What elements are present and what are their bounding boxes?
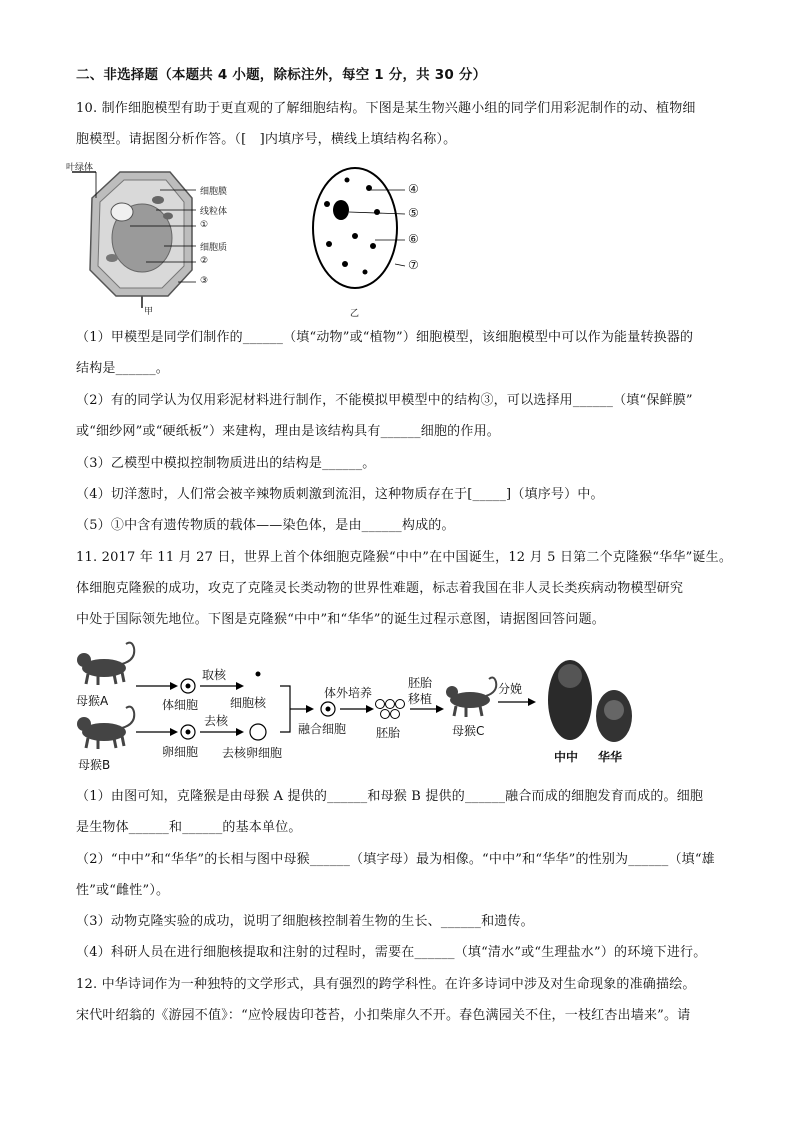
q10-sub1-line2: 结构是______。 (76, 361, 170, 376)
q11-sub1-line1: （1）由图可知，克隆猴是由母猴 A 提供的______和母猴 B 提供的______融合而成的细胞发育而成的。细胞 (76, 789, 704, 804)
label-structure-6: ⑥ (408, 232, 419, 246)
label-monkey-c: 母猴C (452, 724, 485, 738)
zhongzhong-face (558, 664, 582, 688)
label-structure-7: ⑦ (408, 258, 419, 272)
label-body-cell: 体细胞 (162, 698, 199, 712)
label-cytoplasm: 细胞质 (200, 243, 228, 253)
monkey-c-icon (446, 678, 496, 717)
q10-sub3: （3）乙模型中模拟控制物质进出的结构是______。 (76, 456, 376, 471)
chloroplast-shape (152, 196, 164, 204)
q11-sub1-line2: 是生物体______和______的基本单位。 (76, 820, 302, 835)
label-embryo-transfer-2: 移植 (408, 692, 433, 706)
q11-stem-line2: 体细胞克隆猴的成功，攻克了克隆灵长类动物的世界性难题，标志着我国在非人灵长类疾病动物模型研究 (76, 581, 684, 596)
q12-stem-line2: 宋代叶绍翁的《游园不值》：“应怜屐齿印苍苔，小扣柴扉久不开。春色满园关不住，一枝红杏出墙来”。请 (76, 1008, 691, 1023)
nucleus-shape (111, 203, 133, 221)
granule (363, 270, 368, 275)
granule (324, 201, 330, 207)
nucleus-dot-icon (256, 672, 261, 677)
label-cell-nucleus: 细胞核 (230, 696, 267, 710)
q11-sub3: （3）动物克隆实验的成功，说明了细胞核控制着生物的生长、______和遗传。 (76, 914, 534, 929)
label-chloroplast: 叶绿体 (66, 163, 94, 173)
q10-sub2-line1: （2）有的同学认为仅用彩泥材料进行制作，不能模拟甲模型中的结构③，可以选择用______（填“保鲜膜” (76, 393, 693, 408)
label-monkey-b: 母猴B (78, 758, 111, 772)
cloning-diagram (70, 640, 730, 780)
label-huahua: 华华 (598, 750, 623, 764)
plant-cell-image (60, 158, 280, 318)
label-structure-4: ④ (408, 182, 419, 196)
arrowhead (170, 682, 178, 690)
granule (352, 233, 358, 239)
arrowhead (528, 698, 536, 706)
label-mitochondria: 线粒体 (200, 207, 228, 217)
label-monkey-a: 母猴A (76, 694, 109, 708)
huahua-face (604, 700, 624, 720)
label-structure-3: ③ (200, 276, 209, 286)
q11-sub4: （4）科研人员在进行细胞核提取和注射的过程时，需要在______（填“清水”或“生理盐水”）的环境下进行。 (76, 945, 707, 960)
granule (370, 243, 376, 249)
monkey-a-icon (77, 643, 134, 685)
label-embryo: 胚胎 (376, 726, 401, 740)
arrowhead (306, 705, 314, 713)
q10-sub4: （4）切洋葱时，人们常会被辛辣物质刺激到流泪，这种物质存在于[_____]（填序号）中。 (76, 487, 604, 502)
label-structure-1: ① (200, 220, 209, 230)
animal-cell-outline (313, 168, 397, 288)
plant-cell-figure (60, 158, 280, 318)
chloroplast-shape-2 (163, 213, 173, 220)
granule (374, 209, 380, 215)
q10-sub1-line1: （1）甲模型是同学们制作的______（填“动物”或“植物”）细胞模型，该细胞模型中可以作为能量转换器的 (76, 330, 694, 345)
arrowhead (236, 728, 244, 736)
label-remove-nucleus: 去核 (204, 714, 229, 728)
mitochondria-shape (106, 254, 118, 262)
enucleated-egg-icon (250, 724, 266, 740)
label-egg-cell: 卵细胞 (162, 745, 199, 759)
granule (342, 261, 348, 267)
label-structure-2: ② (200, 256, 209, 266)
label-fused-cell: 融合细胞 (298, 722, 347, 736)
body-cell-nucleus-icon (186, 684, 191, 689)
q11-stem-line1: 11. 2017 年 11 月 27 日，世界上首个体细胞克隆猴“中中”在中国诞生，12 月 5 日第二个克隆猴“华华”诞生。 (76, 550, 733, 565)
q11-sub2-line1: （2）“中中”和“华华”的长相与图中母猴______（填字母）最为相像。“中中”和“华华”的性别为______（填“雄 (76, 852, 715, 867)
arrowhead (436, 705, 444, 713)
caption-yi: 乙 (350, 309, 360, 319)
q10-sub2-line2: 或“细纱网”或“硬纸板”）来建构，理由是该结构具有______细胞的作用。 (76, 424, 500, 439)
label-in-vitro: 体外培养 (324, 686, 373, 700)
label-embryo-transfer-1: 胚胎 (408, 676, 433, 690)
monkey-b-icon (77, 707, 134, 749)
label-enucleated-egg: 去核卵细胞 (222, 746, 283, 760)
merge-bracket (280, 686, 290, 732)
granule (326, 241, 332, 247)
embryo-icon (376, 700, 405, 719)
q11-sub2-line2: 性”或“雌性”）。 (76, 883, 170, 898)
q10-sub5: （5）①中含有遗传物质的载体——染色体，是由______构成的。 (76, 518, 455, 533)
fused-cell-nucleus-icon (326, 707, 331, 712)
label-structure-5: ⑤ (408, 206, 419, 220)
egg-cell-nucleus-icon (186, 730, 191, 735)
granule (345, 178, 350, 183)
leader-line-7 (395, 264, 405, 266)
animal-cell-figure (305, 160, 435, 320)
animal-nucleus (333, 200, 349, 220)
caption-jia: 甲 (144, 307, 154, 317)
q10-stem-line1: 10. 制作细胞模型有助于更直观的了解细胞结构。下图是某生物兴趣小组的同学们用彩泥制作的动、植物细 (76, 101, 696, 116)
q11-stem-line3: 中处于国际领先地位。下图是克隆猴“中中”和“华华”的诞生过程示意图，请据图回答问题。 (76, 612, 605, 627)
label-delivery: 分娩 (498, 682, 523, 696)
arrowhead (366, 705, 374, 713)
arrowhead (170, 728, 178, 736)
label-zhongzhong: 中中 (554, 750, 579, 764)
label-take-nucleus: 取核 (202, 668, 227, 682)
arrowhead (236, 682, 244, 690)
section-title: 二、非选择题（本题共 4 小题，除标注外，每空 1 分，共 30 分） (76, 67, 487, 83)
q10-stem-line2: 胞模型。请据图分析作答。（[ ]内填序号，横线上填结构名称）。 (76, 132, 457, 147)
q12-stem-line1: 12. 中华诗词作为一种独特的文学形式，具有强烈的跨学科性。在许多诗词中涉及对生命现象的准确描绘。 (76, 977, 696, 992)
label-cell-membrane: 细胞膜 (200, 187, 228, 197)
